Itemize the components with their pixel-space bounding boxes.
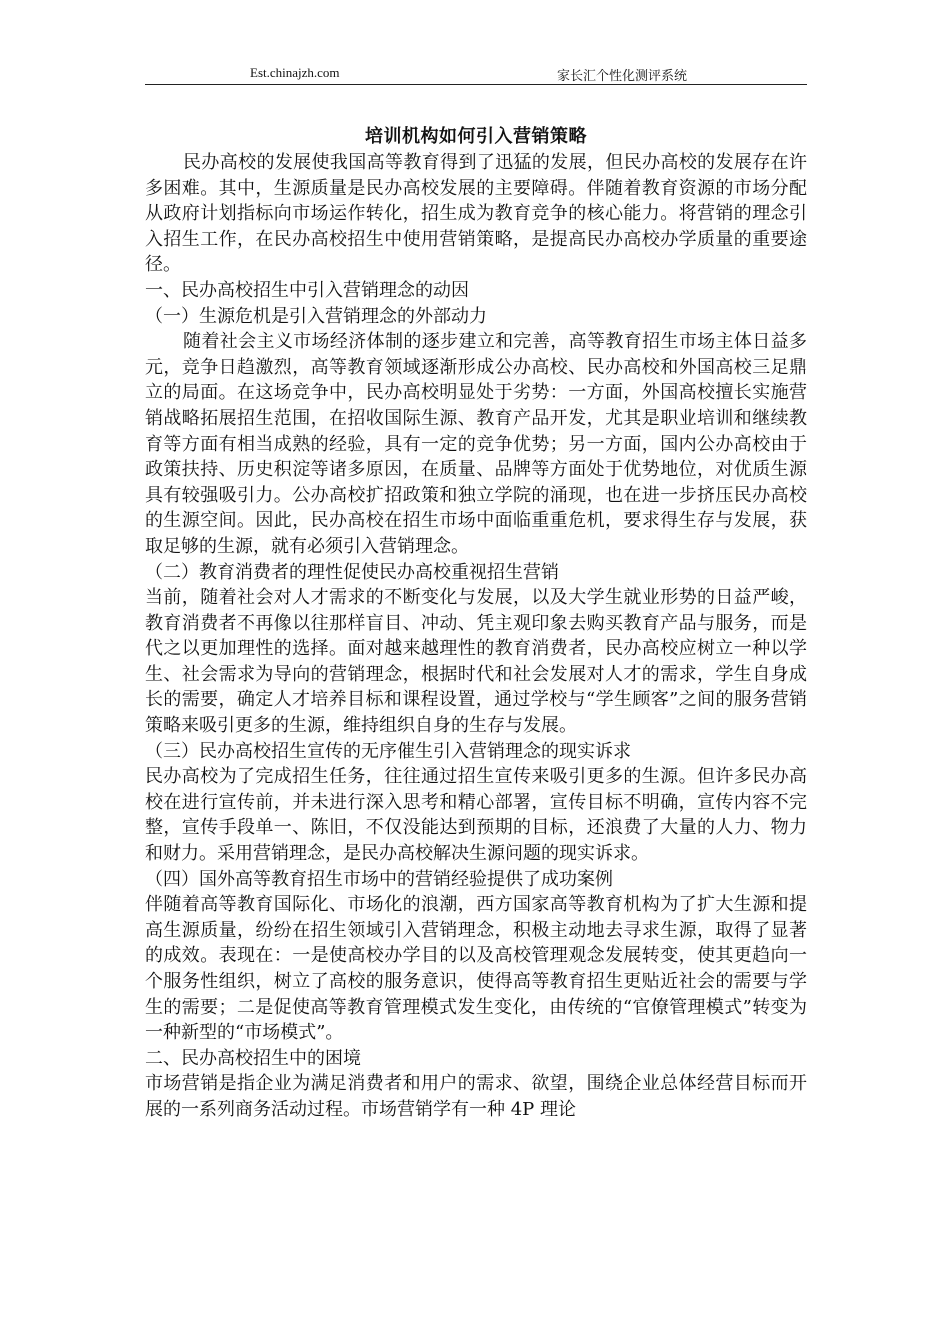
header-divider xyxy=(145,84,807,85)
paragraph-1-1: 随着社会主义市场经济体制的逐步建立和完善，高等教育招生市场主体日益多元，竞争日趋激烈，高等教育领域逐渐形成公办高校、民办高校和外国高校三足鼎立的局面。在这场竞争中，民办高校明显处于劣势：一方面，外国高校擅长实施营销战略拓展招生范围，在招收国际生源、教育产品开发，尤其是职业培训和继续教育等方面有相当成熟的经验，具有一定的竞争优势；另一方面，国内公办高校由于政策扶持、历史积淀等诸多原因，在质量、品牌等方面处于优势地位，对优质生源具有较强吸引力。公办高校扩招政策和独立学院的涌现，也在进一步挤压民办高校的生源空间。因此，民办高校在招生市场中面临重重危机，要求得生存与发展，获取足够的生源，就有必须引入营销理念。 xyxy=(145,331,807,557)
document-page xyxy=(145,0,807,1123)
paragraph-1-3: 民办高校为了完成招生任务，往往通过招生宣传来吸引更多的生源。但许多民办高校在进行宣传前，并未进行深入思考和精心部署，宣传目标不明确，宣传内容不完整，宣传手段单一、陈旧，不仅没能达到预期的目标，还浪费了大量的人力、物力和财力。采用营销理念，是民办高校解决生源问题的现实诉求。 xyxy=(145,766,807,865)
section-heading-2: 二、民办高校招生中的困境 xyxy=(145,1047,361,1069)
header-site-url: Est.chinajzh.com xyxy=(250,65,340,80)
subsection-heading-1-2: （二）教育消费者的理性促使民办高校重视招生营销 xyxy=(145,561,559,583)
document-body xyxy=(145,150,807,1123)
subsection-heading-1-3: （三）民办高校招生宣传的无序催生引入营销理念的现实诉求 xyxy=(145,740,631,762)
header-system-name: 家长汇个性化测评系统 xyxy=(557,69,688,84)
subsection-heading-1-1: （一）生源危机是引入营销理念的外部动力 xyxy=(145,305,487,327)
paragraph-intro: 民办高校的发展使我国高等教育得到了迅猛的发展，但民办高校的发展存在许多困难。其中，生源质量是民办高校发展的主要障碍。伴随着教育资源的市场分配从政府计划指标向市场运作转化，招生成为教育竞争的核心能力。将营销的理念引入招生工作，在民办高校招生中使用营销策略，是提高民办高校办学质量的重要途径。 xyxy=(145,152,807,276)
section-heading-1: 一、民办高校招生中引入营销理念的动因 xyxy=(145,279,469,301)
document-title: 培训机构如何引入营销策略 xyxy=(365,126,587,147)
subsection-heading-1-4: （四）国外高等教育招生市场中的营销经验提供了成功案例 xyxy=(145,868,613,890)
paragraph-1-4: 伴随着高等教育国际化、市场化的浪潮，西方国家高等教育机构为了扩大生源和提高生源质量，纷纷在招生领域引入营销理念，积极主动地去寻求生源，取得了显著的成效。表现在：一是使高校办学目的以及高校管理观念发展转变，使其更趋向一个服务性组织，树立了高校的服务意识，使得高等教育招生更贴近社会的需要与学生的需要；二是促使高等教育管理模式发生变化，由传统的“官僚管理模式”转变为一种新型的“市场模式”。 xyxy=(145,894,807,1044)
page-header xyxy=(145,0,807,86)
paragraph-1-2: 当前，随着社会对人才需求的不断变化与发展，以及大学生就业形势的日益严峻，教育消费者不再像以往那样盲目、冲动、凭主观印象去购买教育产品与服务，而是代之以更加理性的选择。面对越来越理性的教育消费者，民办高校应树立一种以学生、社会需求为导向的营销理念，根据时代和社会发展对人才的需求，学生自身成长的需要，确定人才培养目标和课程设置，通过学校与“学生顾客”之间的服务营销策略来吸引更多的生源，维持组织自身的生存与发展。 xyxy=(145,587,807,737)
paragraph-2: 市场营销是指企业为满足消费者和用户的需求、欲望，围绕企业总体经营目标而开展的一系列商务活动过程。市场营销学有一种 4P 理论 xyxy=(145,1073,807,1120)
